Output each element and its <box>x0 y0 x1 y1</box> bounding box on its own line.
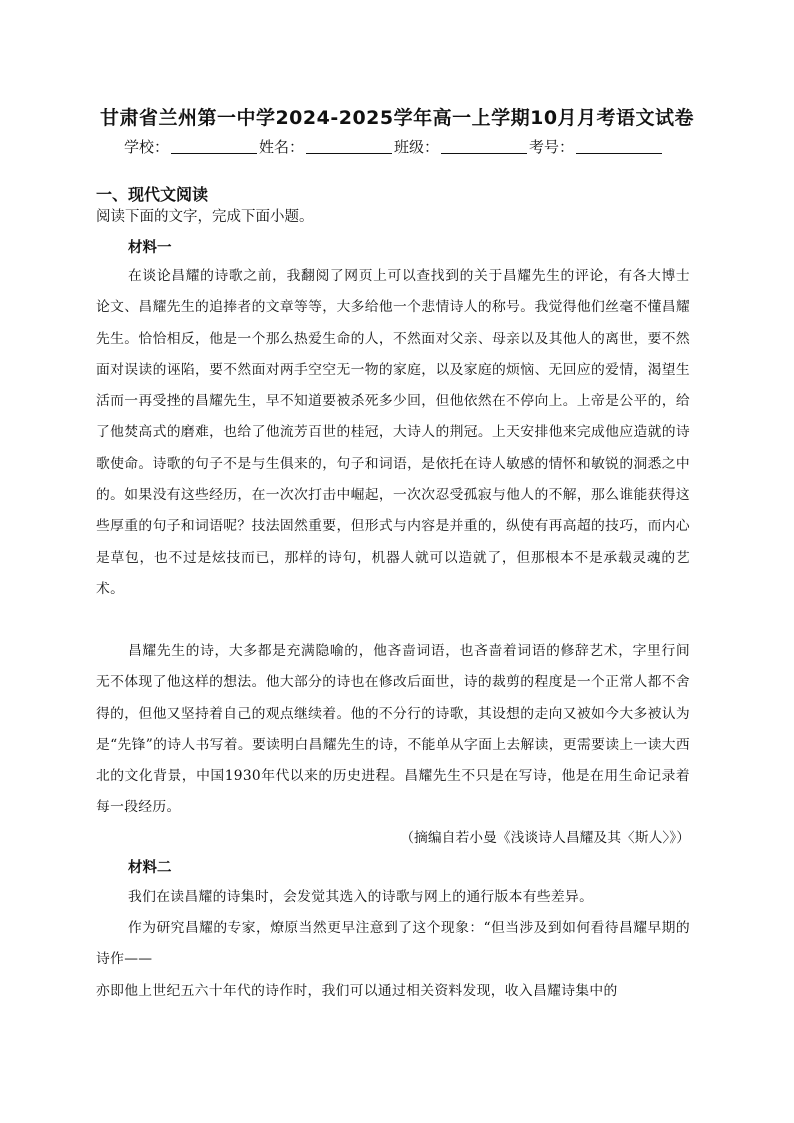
material-2-paragraph-3: 亦即他上世纪五六十年代的诗作时，我们可以通过相关资料发现，收入昌耀诗集中的 <box>96 983 618 999</box>
name-label: 姓名： <box>259 138 305 156</box>
exam-number-label: 考号： <box>529 138 575 156</box>
school-label: 学校： <box>124 138 170 156</box>
material-2-paragraph-2: 作为研究昌耀的专家，燎原当然更早注意到了这个现象：“但当涉及到如何看待昌耀早期的诗作—— <box>96 920 690 968</box>
school-blank[interactable] <box>171 139 257 154</box>
exam-title: 甘肃省兰州第一中学2024-2025学年高一上学期10月月考语文试卷 <box>99 107 695 129</box>
section-heading: 一、现代文阅读 <box>96 185 209 204</box>
name-blank[interactable] <box>306 139 392 154</box>
material-1-label: 材料一 <box>128 239 172 256</box>
material-1-paragraph-2: 昌耀先生的诗，大多都是充满隐喻的，他吝啬词语，也吝啬着词语的修辞艺术，字里行间无不体现了他这样的想法。他大部分的诗也在修改后面世，诗的裁剪的程度是一个正常人都不舍得的，但他又坚持着自己的观点继续着。他的不分行的诗歌，其设想的走向又被如今大多被认为是“先锋”的诗人书写着。要读明白昌耀先生的诗，不能单从字面上去解读，更需要读上一读大西北的文化背景，中国1930年代以来的历史进程。昌耀先生不只是在写诗，他是在用生命记录着每一段经历。 <box>96 643 690 816</box>
section-instruction: 阅读下面的文字，完成下面小题。 <box>96 209 314 225</box>
class-label: 班级： <box>394 138 440 156</box>
exam-number-blank[interactable] <box>576 139 662 154</box>
material-1-source: （摘编自若小曼《浅谈诗人昌耀及其〈斯人〉》） <box>400 830 690 846</box>
student-info-line <box>124 136 664 157</box>
material-2-paragraph-1: 我们在读昌耀的诗集时，会发觉其选入的诗歌与网上的通行版本有些差异。 <box>128 889 594 905</box>
material-1-paragraph-1: 在谈论昌耀的诗歌之前，我翻阅了网页上可以查找到的关于昌耀先生的评论，有各大博士论文、昌耀先生的追捧者的文章等等，大多给他一个悲情诗人的称号。我觉得他们丝毫不懂昌耀先生。恰恰相反，他是一个那么热爱生命的人，不然面对父亲、母亲以及其他人的离世，要不然面对误读的诬陷，要不然面对两手空空无一物的家庭，以及家庭的烦恼、无回应的爱情，渴望生活而一再受挫的昌耀先生，早不知道要被杀死多少回，但他依然在不停向上。上帝是公平的，给了他焚高式的磨难，也给了他流芳百世的桂冠，大诗人的荆冠。上天安排他来完成他应造就的诗歌使命。诗歌的句子不是与生俱来的，句子和词语，是依托在诗人敏感的情怀和敏锐的洞悉之中的。如果没有这些经历，在一次次打击中崛起，一次次忍受孤寂与他人的不解，那么谁能获得这些厚重的句子和词语呢？技法固然重要，但形式与内容是并重的，纵使有再高超的技巧，而内心是草包，也不过是炫技而已，那样的诗句，机器人就可以造就了，但那根本不是承载灵魂的艺术。 <box>96 268 690 597</box>
material-2-label: 材料二 <box>128 859 172 876</box>
class-blank[interactable] <box>441 139 527 154</box>
